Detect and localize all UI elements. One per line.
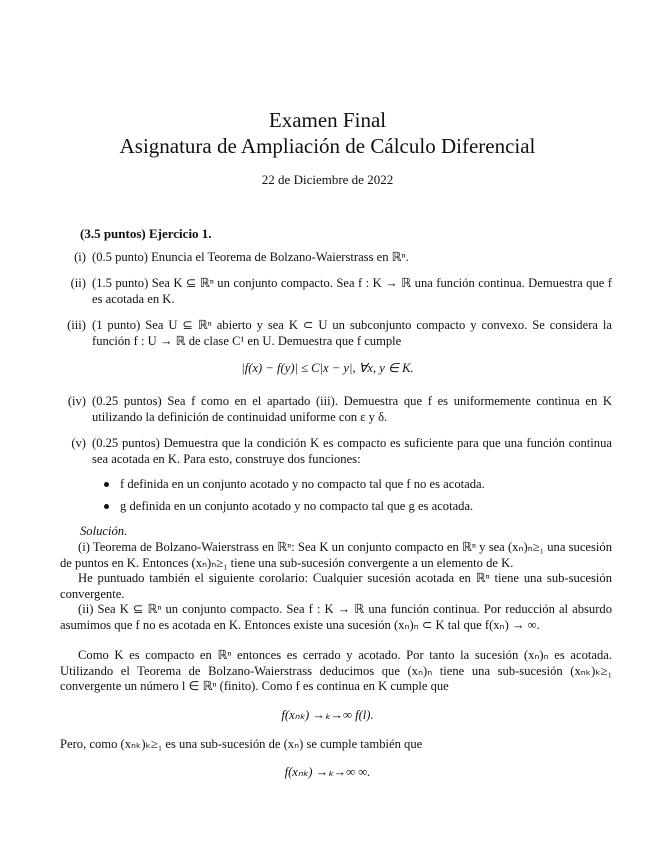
solution-paragraph: (i) Teorema de Bolzano-Waierstrass en ℝⁿ: Sea K un conjunto compacto en ℝⁿ y sea (xₙ)ₙ≥₁ una sucesión de puntos en K. Entonces (xₙ)ₙ≥₁ tiene una sub-sucesión convergente a un elemento de K. (60, 540, 612, 570)
bullet-item (104, 477, 612, 492)
exercise-heading: (3.5 puntos) Ejercicio 1. (80, 226, 212, 241)
item-number: (v) (71, 436, 86, 450)
exercise-item-iii (60, 318, 612, 349)
item-text: (0.5 punto) Enuncia el Teorema de Bolzano-Waierstrass en ℝⁿ. (92, 250, 409, 264)
bullet-text: g definida en un conjunto acotado y no compacto tal que g es acotada. (120, 499, 474, 513)
solution-paragraph: Pero, como (xₙₖ)ₖ≥₁ es una sub-sucesión de (xₙ) se cumple también que (60, 737, 423, 751)
exercise-item-v (60, 436, 612, 467)
equation-lipschitz: |f(x) − f(y)| ≤ C|x − y|, ∀x, y ∈ K. (241, 361, 414, 375)
equation-limit-l: f(xₙₖ) →ₖ→∞ f(l). (281, 708, 374, 722)
solution-label: Solución. (80, 524, 128, 538)
item-number: (i) (74, 250, 86, 264)
item-number: (ii) (70, 276, 86, 290)
item-text: (1 punto) Sea U ⊆ ℝⁿ abierto y sea K ⊂ U un subconjunto compacto y convexo. Se considera la función f : U → ℝ de clase C¹ en U. Demuestra que f cumple (92, 318, 612, 348)
item-number: (iii) (67, 318, 86, 332)
item-number: (iv) (67, 394, 86, 408)
bullet-text: f definida en un conjunto acotado y no compacto tal que f no es acotada. (120, 477, 485, 491)
exam-title: Examen Final (268, 108, 387, 132)
course-title: Asignatura de Ampliación de Cálculo Diferencial (119, 134, 536, 158)
bullet-icon (104, 482, 109, 487)
exam-date: 22 de Diciembre de 2022 (261, 172, 394, 187)
solution-paragraph: Como K es compacto en ℝⁿ entonces es cerrado y acotado. Por tanto la sucesión (xₙ)ₙ es acotada. Utilizando el Teorema de Bolzano-Waierstrass deducimos que (xₙ)ₙ tiene una sub-sucesión (xₙₖ)ₖ≥₁ convergente un número l ∈ ℝⁿ (finito). Como f es continua en K cumple que (60, 648, 612, 693)
bullet-icon (104, 504, 109, 509)
solution-paragraph: (ii) Sea K ⊆ ℝⁿ un conjunto compacto. Sea f : K → ℝ una función continua. Por reducción al absurdo asumimos que f no es acotada en K. Entonces existe una sucesión (xₙ)ₙ ⊂ K tal que f(xₙ) → ∞. (60, 602, 612, 632)
item-text: (0.25 puntos) Sea f como en el apartado (iii). Demuestra que f es uniformemente continua en K utilizando la definición de continuidad uniforme con ε y δ. (92, 394, 612, 424)
exercise-item-iv (60, 394, 612, 425)
bullet-item (104, 499, 612, 514)
exercise-item-i (60, 250, 612, 266)
solution-paragraph: He puntuado también el siguiente corolario: Cualquier sucesión acotada en ℝⁿ tiene una sub-sucesión convergente. (60, 571, 612, 601)
item-text: (0.25 puntos) Demuestra que la condición K es compacto es suficiente para que una función continua sea acotada en K. Para esto, construye dos funciones: (92, 436, 612, 466)
equation-limit-infinity: f(xₙₖ) →ₖ→∞ ∞. (284, 765, 371, 779)
exercise-item-ii (60, 276, 612, 307)
item-text: (1.5 punto) Sea K ⊆ ℝⁿ un conjunto compacto. Sea f : K → ℝ una función continua. Demuestra que f es acotada en K. (92, 276, 612, 306)
